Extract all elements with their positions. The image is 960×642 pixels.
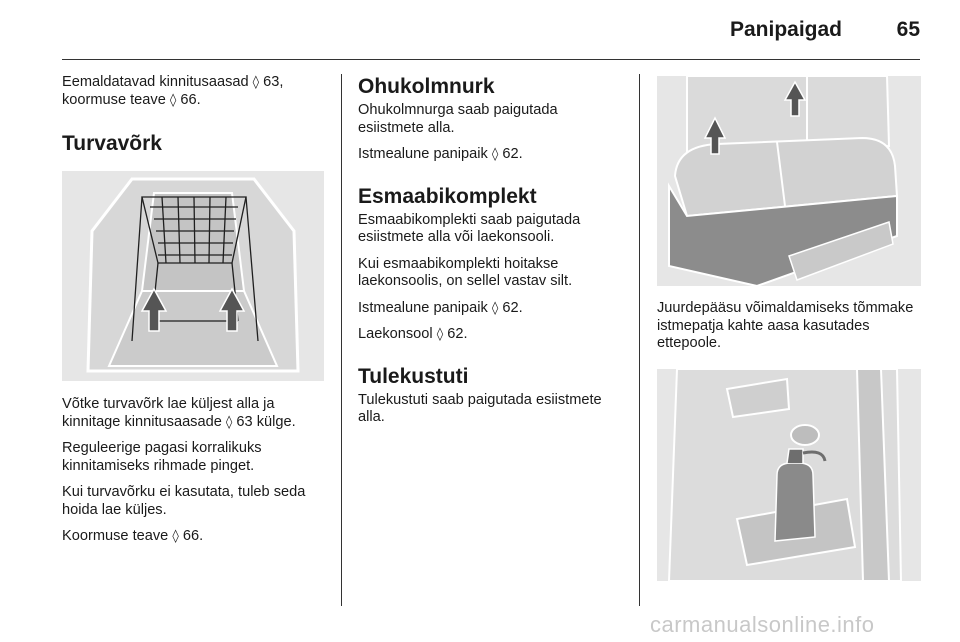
section-heading-turvavork: Turvavõrk [62,132,162,155]
paragraph: Istmealune panipaik ◊ 62. [358,299,523,316]
section-heading-esmaabikomplekt: Esmaabikomplekt [358,184,537,208]
page-ref[interactable]: 63 külge. [236,413,296,430]
paragraph: Koormuse teave ◊ 66. [62,528,204,544]
page-ref[interactable]: 62. [447,326,468,342]
paragraph: Reguleerige pagasi korralikuks kinnitamiseks rihmade pinget. [62,440,262,474]
column-divider-right [639,74,640,606]
seat-storage-illustration [657,76,921,286]
page-number: 65 [896,18,920,41]
seat-cushion-drawing [657,76,921,286]
paragraph: Ohukolmnurga saab paigutada esiistmete alla. [358,102,558,136]
page-ref-icon: ◊ [491,147,499,162]
page-ref[interactable]: 66. [180,91,201,108]
page-ref[interactable]: 63, [263,74,284,90]
header-rule [62,59,920,60]
page-ref[interactable]: 66. [182,528,204,544]
section-heading-tulekustuti: Tulekustuti [358,364,469,388]
page-header-title: Panipaigad [729,18,842,41]
page-ref-icon: ◊ [225,414,233,430]
page-ref-icon: ◊ [169,92,177,108]
fire-extinguisher-drawing [657,369,921,581]
page-ref[interactable]: 62. [502,146,523,162]
safety-net-drawing [62,171,324,381]
page-ref[interactable]: 62. [502,299,523,316]
paragraph: Võtke turvavõrk lae küljest alla ja kinnitage kinnitusaasade ◊ 63 külge. [62,396,296,430]
paragraph: Esmaabikomplekti saab paigutada esiistmete alla või laekonsooli. [358,211,581,245]
paragraph: Juurdepääsu võimaldamiseks tõmmake istmepatja kahte aasa kasutades ettepoole. [657,300,914,351]
watermark-url: carmanualsonline.info [650,612,875,637]
intro-paragraph: Eemaldatavad kinnitusaasad ◊ 63, koormuse teave ◊ 66. [62,74,284,108]
column-divider-left [341,74,342,606]
paragraph: Tulekustuti saab paigutada esiistmete alla. [358,391,602,425]
paragraph: Istmealune panipaik ◊ 62. [358,146,523,162]
extinguisher-illustration [657,369,921,581]
page-ref-icon: ◊ [172,529,179,544]
section-heading-ohukolmnurk: Ohukolmnurk [358,75,495,98]
safety-net-illustration [62,171,324,381]
page-ref-icon: ◊ [436,327,444,342]
column-1 [62,74,328,555]
column-3 [657,74,921,581]
column-2 [358,74,620,436]
page-ref-icon: ◊ [491,300,499,316]
paragraph: Kui turvavõrku ei kasutata, tuleb seda hoida lae küljes. [62,484,306,518]
page-ref-icon: ◊ [252,75,260,90]
paragraph: Kui esmaabikomplekti hoitakse laekonsoolis, on sellel vastav silt. [358,255,573,289]
paragraph: Laekonsool ◊ 62. [358,326,468,342]
